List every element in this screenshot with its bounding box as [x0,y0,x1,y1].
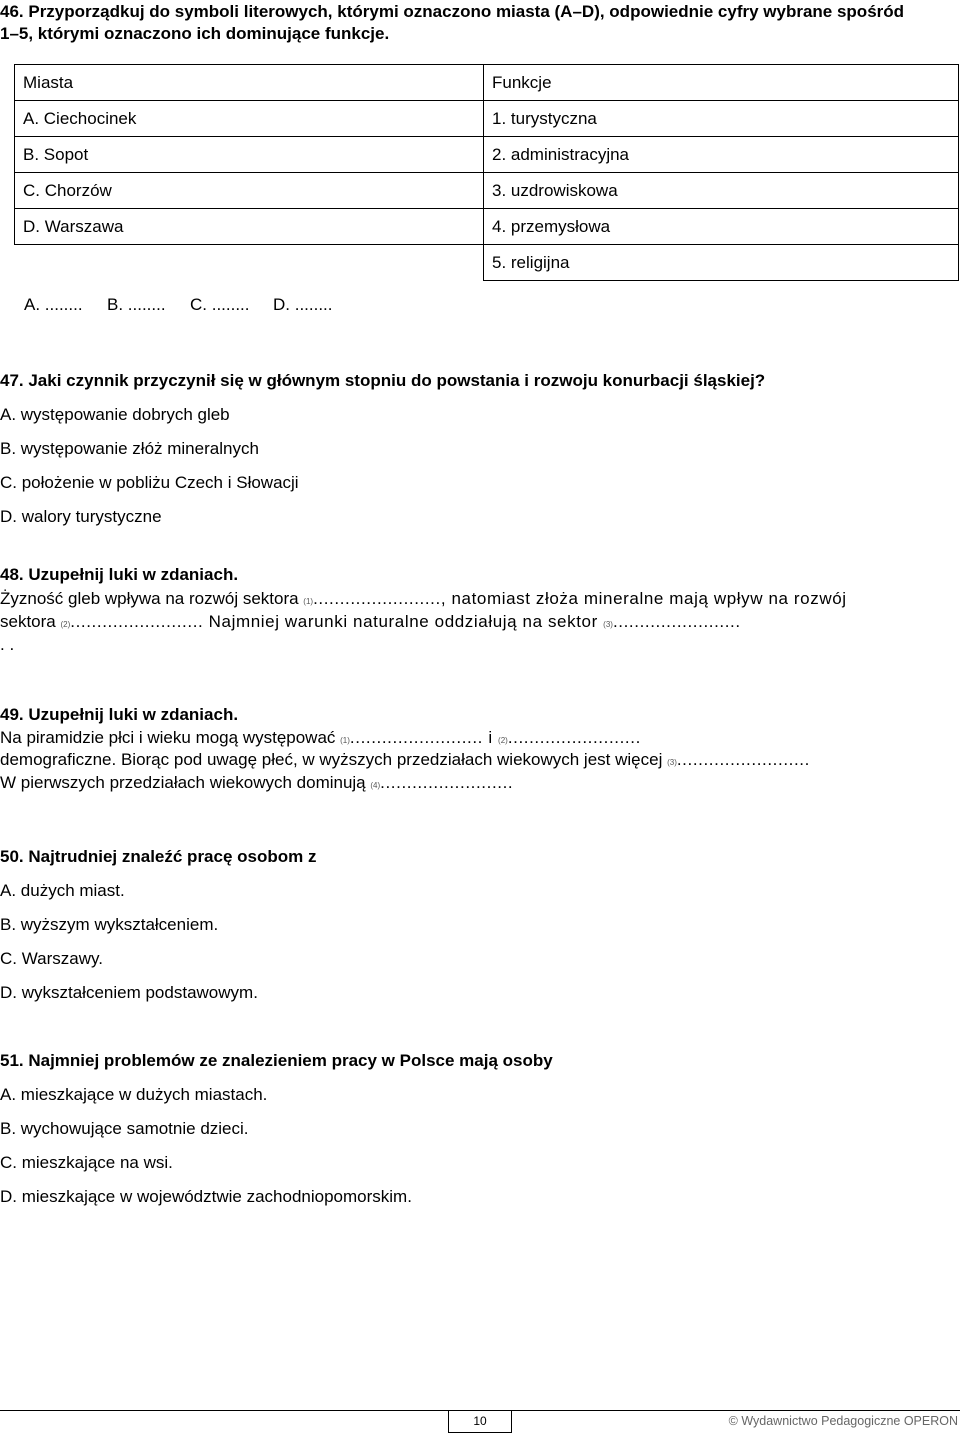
city-cell: C. Chorzów [15,173,484,209]
gap-blank-2[interactable]: ......................... [507,728,641,747]
q48-line3: . . [0,635,15,654]
city-cell: A. Ciechocinek [15,101,484,137]
q49-text: demograficzne. Biorąc pod uwagę płeć, w wyższych przedziałach wiekowych jest więcej [0,750,668,769]
gap-blank-1[interactable]: ......................... i [349,728,499,747]
city-cell: D. Warszawa [15,209,484,245]
q51-option-d[interactable]: D. mieszkające w województwie zachodniopomorskim. [0,1187,412,1206]
q50-option-d[interactable]: D. wykształceniem podstawowym. [0,983,258,1002]
function-cell: 3. uzdrowiskowa [484,173,959,209]
gap-marker: (1) [340,736,350,745]
q49-title: 49. Uzupełnij luki w zdaniach. [0,705,239,724]
gap-blank-4[interactable]: ......................... [380,773,514,792]
q49-text: W pierwszych przedziałach wiekowych dominują [0,773,371,792]
q50-question: 50. Najtrudniej znaleźć pracę osobom z [0,847,317,866]
q49-line1 [0,728,641,748]
cities-functions-table [14,64,959,281]
q48-text: sektora [0,612,61,631]
table-header-cities: Miasta [15,65,484,101]
city-cell: B. Sopot [15,137,484,173]
q46-instruction-line1: 46. Przyporządkuj do symboli literowych, którymi oznaczono miasta (A–D), odpowiednie cyfry wybrane spośród [0,2,905,21]
function-cell: 5. religijna [484,245,959,281]
gap-marker: (2) [60,620,71,629]
q48-title: 48. Uzupełnij luki w zdaniach. [0,565,239,584]
q51-option-a[interactable]: A. mieszkające w dużych miastach. [0,1085,268,1104]
q48-line2 [0,612,741,632]
q51-question: 51. Najmniej problemów ze znalezieniem pracy w Polsce mają osoby [0,1051,553,1070]
q49-text: Na piramidzie płci i wieku mogą występować [0,728,341,747]
q47-option-b[interactable]: B. występowanie złóż mineralnych [0,439,259,458]
gap-marker: (4) [370,781,381,790]
q50-option-c[interactable]: C. Warszawy. [0,949,103,968]
gap-marker: (3) [667,758,677,767]
gap-blank-3[interactable]: ........................ [612,612,741,631]
gap-marker: (2) [498,736,508,745]
empty-cell [15,245,484,281]
q51-option-c[interactable]: C. mieszkające na wsi. [0,1153,173,1172]
q47-option-d[interactable]: D. walory turystyczne [0,507,162,526]
q51-option-b[interactable]: B. wychowujące samotnie dzieci. [0,1119,249,1138]
table-header-functions: Funkcje [484,65,959,101]
gap-marker: (3) [603,620,613,629]
gap-blank-3[interactable]: ......................... [676,750,810,769]
page-number: 10 [448,1410,512,1433]
q49-line2 [0,750,810,770]
function-cell: 2. administracyjna [484,137,959,173]
answer-blank-b[interactable]: B. ........ [107,295,166,314]
q47-option-c[interactable]: C. położenie w pobliżu Czech i Słowacji [0,473,299,492]
q48-text: Żyzność gleb wpływa na rozwój sektora [0,589,304,608]
gap-blank-2[interactable]: ......................... Najmniej warunki naturalne oddziałują na sektor [70,612,604,631]
answer-blank-d[interactable]: D. ........ [273,295,333,314]
q47-question: 47. Jaki czynnik przyczynił się w głównym stopniu do powstania i rozwoju konurbacji śląskiej? [0,371,766,390]
function-cell: 4. przemysłowa [484,209,959,245]
copyright-notice: © Wydawnictwo Pedagogiczne OPERON [728,1414,958,1428]
q47-option-a[interactable]: A. występowanie dobrych gleb [0,405,230,424]
q48-line1 [0,589,847,609]
q46-instruction-line2: 1–5, którymi oznaczono ich dominujące funkcje. [0,24,390,43]
q50-option-a[interactable]: A. dużych miast. [0,881,125,900]
q50-option-b[interactable]: B. wyższym wykształceniem. [0,915,219,934]
gap-marker: (1) [303,597,314,606]
function-cell: 1. turystyczna [484,101,959,137]
answer-blank-c[interactable]: C. ........ [190,295,250,314]
gap-blank-1[interactable]: ........................, natomiast złoża mineralne mają wpływ na rozwój [313,589,847,608]
q49-line3 [0,773,513,793]
answer-blank-a[interactable]: A. ........ [24,295,83,314]
